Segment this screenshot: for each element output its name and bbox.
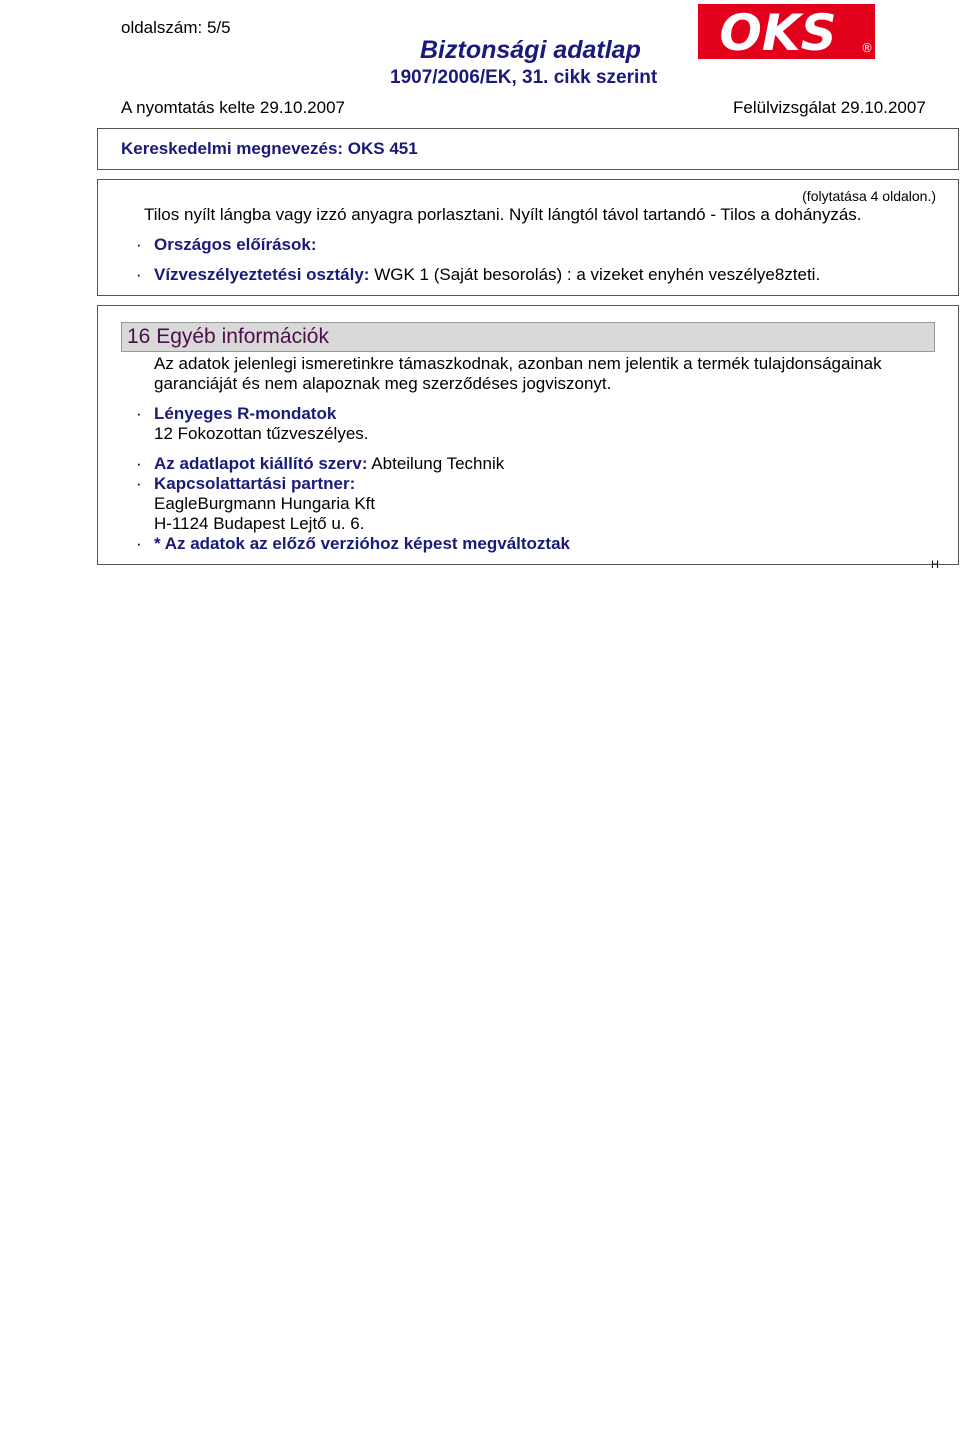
revision-date: Felülvizsgálat 29.10.2007 <box>733 98 926 117</box>
bullet: · <box>136 235 142 254</box>
bullet: · <box>136 474 142 493</box>
contact-name: EagleBurgmann Hungaria Kft <box>154 494 376 513</box>
r-phrases-label: Lényeges R-mondatok <box>154 404 337 423</box>
bullet: · <box>136 404 142 423</box>
print-date: A nyomtatás kelte 29.10.2007 <box>121 98 345 117</box>
section-16-title: 16 Egyéb információk <box>127 325 329 348</box>
disclaimer-line-1: Az adatok jelenlegi ismeretinkre támaszkodnak, azonban nem jelentik a termék tulajdonságainak <box>154 354 882 373</box>
disclaimer-line-2: garanciáját és nem alapoznak meg szerződéses jogviszonyt. <box>154 374 612 393</box>
r-phrase-12: 12 Fokozottan tűzveszélyes. <box>154 424 369 443</box>
continuation-note: (folytatása 4 oldalon.) <box>802 188 936 204</box>
water-hazard-label: Vízveszélyeztetési osztály: <box>154 265 370 284</box>
issuer-line <box>154 454 504 474</box>
water-hazard-value: WGK 1 (Saját besorolás) : a vizeket enyhén veszélye8zteti. <box>374 265 821 284</box>
contact-label: Kapcsolattartási partner: <box>154 474 356 493</box>
issuer-value: Abteilung Technik <box>371 454 505 473</box>
logo-registered-mark: ® <box>861 41 873 55</box>
oks-logo <box>698 4 875 59</box>
changes-note: * Az adatok az előző verzióhoz képest megváltoztak <box>154 534 570 553</box>
trade-name: Kereskedelmi megnevezés: OKS 451 <box>121 139 418 158</box>
document-subtitle: 1907/2006/EK, 31. cikk szerint <box>390 67 658 88</box>
footer-language-mark: H <box>931 559 939 571</box>
trade-name-box <box>97 128 959 170</box>
no-open-flame-text: Tilos nyílt lángba vagy izzó anyagra porlasztani. Nyílt lángtól távol tartandó - Tilos a dohányzás. <box>144 205 862 224</box>
issuer-label: Az adatlapot kiállító szerv: <box>154 454 368 473</box>
national-regulations-label: Országos előírások: <box>154 235 317 254</box>
section-16-header <box>121 322 935 352</box>
page-number: oldalszám: 5/5 <box>121 18 231 37</box>
section-16-box <box>97 305 959 565</box>
bullet: · <box>136 534 142 553</box>
bullet: · <box>136 265 142 284</box>
section-15-box <box>97 179 959 296</box>
bullet: · <box>136 454 142 473</box>
document-title: Biztonsági adatlap <box>420 36 641 64</box>
logo-text: OKS <box>719 4 837 59</box>
water-hazard-line <box>154 265 820 285</box>
contact-address: H-1124 Budapest Lejtő u. 6. <box>154 514 365 533</box>
